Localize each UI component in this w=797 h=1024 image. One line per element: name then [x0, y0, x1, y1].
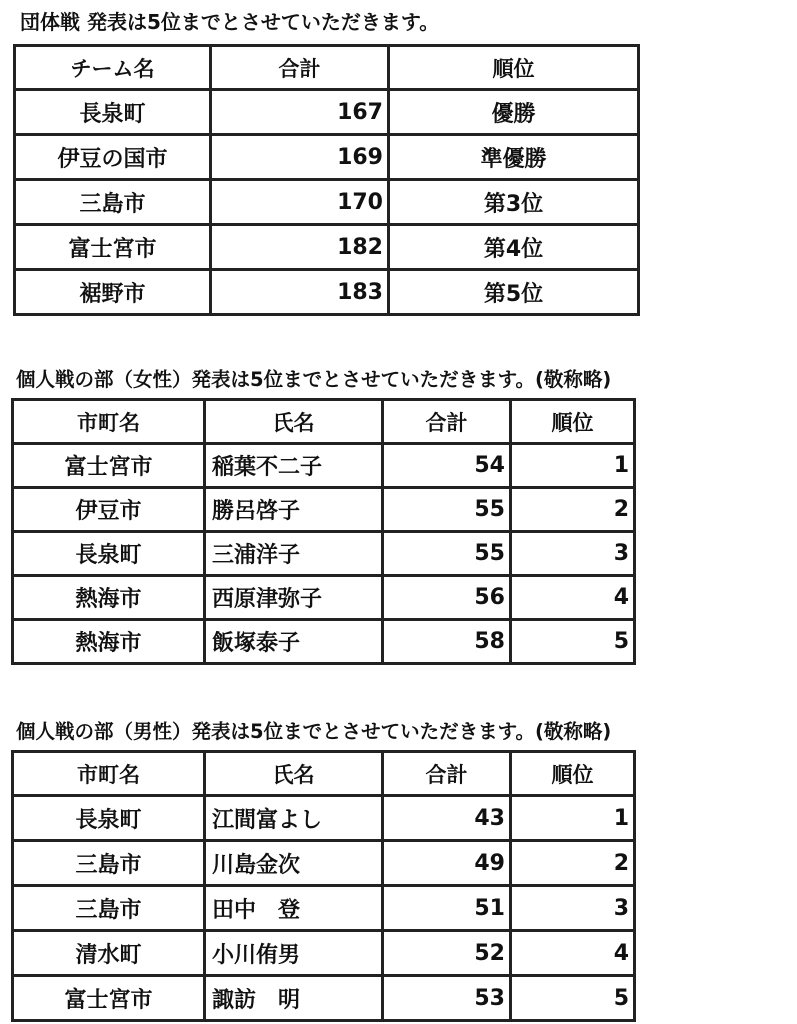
rank: 1	[511, 796, 635, 841]
column-header: 順位	[511, 400, 635, 444]
rank: 2	[511, 488, 635, 532]
total-score: 51	[383, 886, 511, 931]
municipality: 熱海市	[13, 576, 205, 620]
rank: 5	[511, 976, 635, 1021]
municipality: 清水町	[13, 931, 205, 976]
table-header-row	[15, 46, 639, 90]
total-score: 55	[383, 532, 511, 576]
women-results-table	[11, 398, 636, 665]
rank: 優勝	[389, 90, 639, 135]
total-score: 52	[383, 931, 511, 976]
municipality: 三島市	[13, 886, 205, 931]
table-row	[15, 90, 639, 135]
municipality: 富士宮市	[13, 976, 205, 1021]
team-name: 裾野市	[15, 270, 211, 315]
total-score: 182	[211, 225, 389, 270]
rank: 4	[511, 931, 635, 976]
player-name: 勝呂啓子	[205, 488, 383, 532]
rank: 1	[511, 444, 635, 488]
table-row	[15, 135, 639, 180]
column-header: チーム名	[15, 46, 211, 90]
team-heading: 団体戦 発表は5位までとさせていただきます。	[20, 10, 440, 34]
municipality: 長泉町	[13, 532, 205, 576]
total-score: 170	[211, 180, 389, 225]
player-name: 稲葉不二子	[205, 444, 383, 488]
player-name: 川島金次	[205, 841, 383, 886]
player-name: 江間富よし	[205, 796, 383, 841]
rank: 第5位	[389, 270, 639, 315]
player-name: 諏訪 明	[205, 976, 383, 1021]
column-header: 順位	[511, 752, 635, 796]
table-row	[13, 488, 635, 532]
table-header-row	[13, 400, 635, 444]
table-row	[13, 532, 635, 576]
column-header: 合計	[383, 400, 511, 444]
table-row	[13, 976, 635, 1021]
column-header: 合計	[383, 752, 511, 796]
table-row	[13, 886, 635, 931]
column-header: 市町名	[13, 400, 205, 444]
team-name: 三島市	[15, 180, 211, 225]
table-row	[13, 841, 635, 886]
rank: 第3位	[389, 180, 639, 225]
municipality: 三島市	[13, 841, 205, 886]
rank: 4	[511, 576, 635, 620]
total-score: 58	[383, 620, 511, 664]
men-results-table	[11, 750, 636, 1022]
total-score: 183	[211, 270, 389, 315]
rank: 5	[511, 620, 635, 664]
table-row	[13, 620, 635, 664]
table-row	[13, 444, 635, 488]
total-score: 167	[211, 90, 389, 135]
player-name: 三浦洋子	[205, 532, 383, 576]
rank: 第4位	[389, 225, 639, 270]
player-name: 田中 登	[205, 886, 383, 931]
total-score: 55	[383, 488, 511, 532]
men-heading: 個人戦の部（男性）発表は5位までとさせていただきます。(敬称略)	[16, 720, 612, 743]
municipality: 富士宮市	[13, 444, 205, 488]
total-score: 43	[383, 796, 511, 841]
team-name: 長泉町	[15, 90, 211, 135]
women-heading: 個人戦の部（女性）発表は5位までとさせていただきます。(敬称略)	[16, 368, 612, 391]
table-row	[15, 270, 639, 315]
total-score: 56	[383, 576, 511, 620]
rank: 3	[511, 886, 635, 931]
player-name: 西原津弥子	[205, 576, 383, 620]
player-name: 飯塚泰子	[205, 620, 383, 664]
municipality: 長泉町	[13, 796, 205, 841]
total-score: 49	[383, 841, 511, 886]
table-row	[13, 576, 635, 620]
table-row	[13, 931, 635, 976]
team-results-table	[13, 44, 640, 316]
column-header: 市町名	[13, 752, 205, 796]
team-name: 伊豆の国市	[15, 135, 211, 180]
column-header: 氏名	[205, 752, 383, 796]
rank: 準優勝	[389, 135, 639, 180]
column-header: 氏名	[205, 400, 383, 444]
total-score: 53	[383, 976, 511, 1021]
total-score: 54	[383, 444, 511, 488]
table-row	[13, 796, 635, 841]
rank: 3	[511, 532, 635, 576]
municipality: 伊豆市	[13, 488, 205, 532]
rank: 2	[511, 841, 635, 886]
table-header-row	[13, 752, 635, 796]
total-score: 169	[211, 135, 389, 180]
table-row	[15, 180, 639, 225]
column-header: 合計	[211, 46, 389, 90]
team-name: 富士宮市	[15, 225, 211, 270]
municipality: 熱海市	[13, 620, 205, 664]
player-name: 小川侑男	[205, 931, 383, 976]
column-header: 順位	[389, 46, 639, 90]
table-row	[15, 225, 639, 270]
